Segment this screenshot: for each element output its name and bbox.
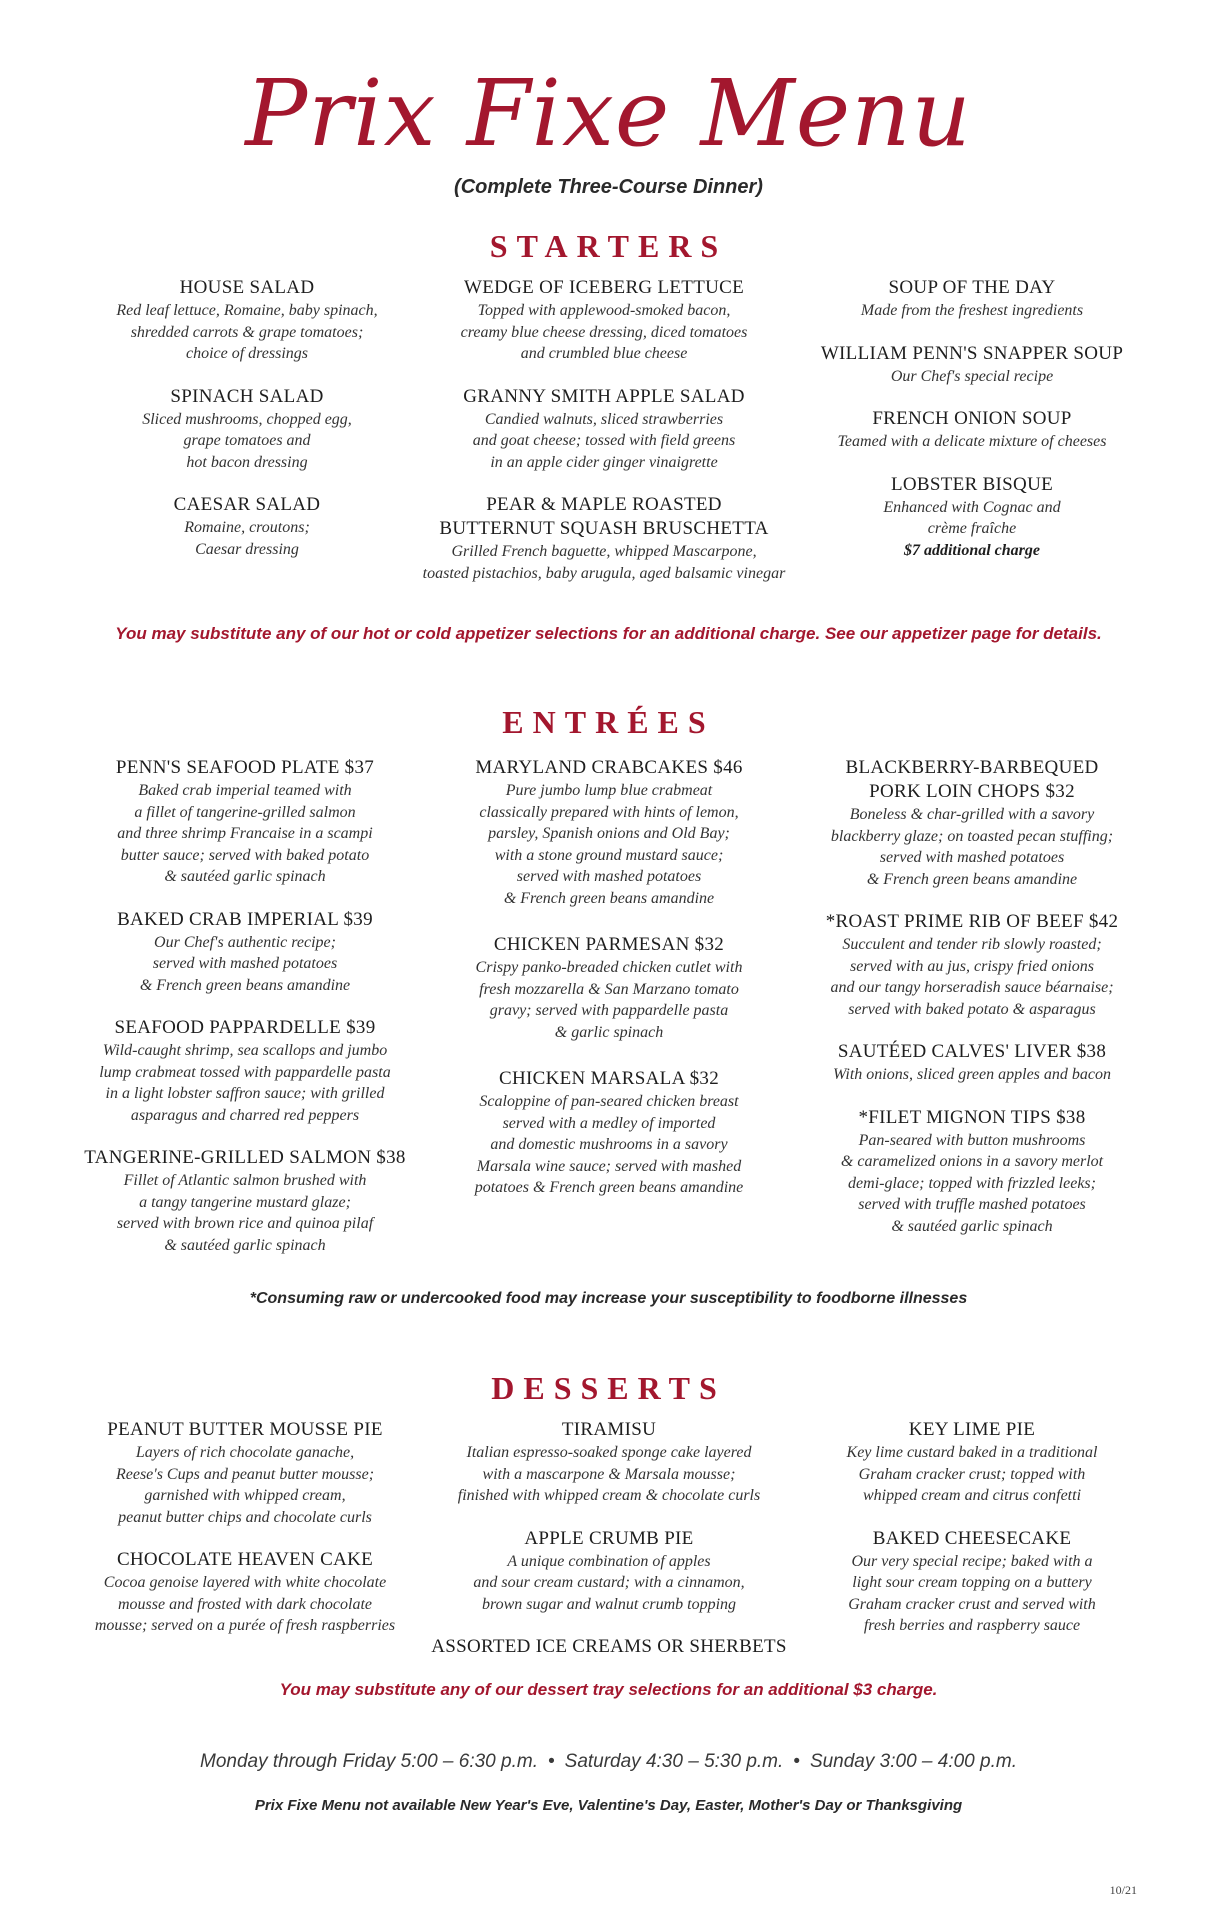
item-description: Fillet of Atlantic salmon brushed with a tangy tangerine mustard glaze; served with brown rice and quinoa pilaf & sautéed garlic spinach: [116, 1172, 374, 1254]
item-description: Cocoa genoise layered with white chocolate mousse and frosted with dark chocolate mousse; served on a purée of fresh raspberries: [94, 1574, 396, 1634]
menu-title: Prix Fixe Menu: [245, 60, 972, 167]
menu-item: [72, 276, 422, 365]
menu-item: [60, 908, 430, 997]
item-name: SOUP OF THE DAY: [888, 277, 1056, 298]
item-name: BLACKBERRY-BARBEQUED: [845, 757, 1099, 778]
item-name: WILLIAM PENN'S SNAPPER SOUP: [820, 342, 1124, 364]
item-name: CAESAR SALAD: [173, 494, 321, 515]
menu-item: [60, 1016, 430, 1126]
starters-heading: STARTERS: [489, 228, 728, 264]
desserts-heading: DESSERTS: [491, 1370, 726, 1406]
item-description: Romaine, croutons; Caesar dressing: [184, 519, 310, 558]
item-name: FRENCH ONION SOUP: [872, 408, 1072, 429]
item-name: PENN'S SEAFOOD PLATE $37: [115, 757, 375, 778]
sunday-hours: Sunday 3:00 – 4:00 p.m.: [809, 1751, 1017, 1772]
item-description: Candied walnuts, sliced strawberries and goat cheese; tossed with field greens in an apple cider ginger vinaigrette: [472, 410, 736, 471]
item-name: TANGERINE-GRILLED SALMON $38: [84, 1147, 406, 1168]
menu-item: [414, 1418, 804, 1507]
starters-column-3: [797, 276, 1147, 582]
dessert-substitution-note: You may substitute any of our dessert tray selections for an additional $3 charge.: [279, 1680, 938, 1699]
item-name: HOUSE SALAD: [179, 277, 315, 298]
item-name: CHOCOLATE HEAVEN CAKE: [116, 1549, 374, 1570]
menu-item: [72, 493, 422, 560]
item-description: Succulent and tender rib slowly roasted; served with au jus, crispy fried onions and our tangy horseradish sauce béarnaise; served with baked potato & asparagus: [830, 936, 1114, 1018]
menu-item: [797, 473, 1147, 562]
item-name-line-2: PORK LOIN CHOPS $32: [869, 781, 1075, 802]
saturday-hours: Saturday 4:30 – 5:30 p.m.: [564, 1751, 784, 1772]
item-description: Crispy panko-breaded chicken cutlet with fresh mozzarella & San Marzano tomato gravy; served with pappardelle pasta & garlic spinach: [475, 959, 743, 1041]
item-name: KEY LIME PIE: [908, 1419, 1036, 1440]
item-name: SAUTÉED CALVES' LIVER $38: [837, 1041, 1107, 1062]
desserts-column-2: [414, 1418, 804, 1679]
item-name: WEDGE OF ICEBERG LETTUCE: [463, 277, 745, 298]
item-name: CHICKEN MARSALA $32: [499, 1068, 719, 1089]
menu-item: [414, 1067, 804, 1199]
entrees-heading: ENTRÉES: [502, 704, 715, 740]
item-name: ASSORTED ICE CREAMS OR SHERBETS: [431, 1636, 787, 1657]
item-description: Red leaf lettuce, Romaine, baby spinach, shredded carrots & grape tomatoes; choice of dressings: [116, 302, 378, 362]
item-name: BAKED CRAB IMPERIAL $39: [117, 908, 373, 930]
item-name: PEANUT BUTTER MOUSSE PIE: [107, 1419, 383, 1440]
menu-item: [414, 756, 804, 909]
item-name: BAKED CHEESECAKE: [872, 1527, 1072, 1549]
additional-charge: $7 additional charge: [903, 541, 1040, 559]
menu-item: [414, 933, 804, 1043]
item-name: SEAFOOD PAPPARDELLE $39: [114, 1017, 376, 1038]
menu-item: [414, 1635, 804, 1659]
item-description: Topped with applewood-smoked bacon, creamy blue cheese dressing, diced tomatoes and crumbled blue cheese: [460, 302, 748, 362]
item-description: Pure jumbo lump blue crabmeat classically prepared with hints of lemon, parsley, Spanish onions and Old Bay; with a stone ground mustard sauce; served with mashed potatoes & French green beans amandine: [479, 782, 739, 907]
item-name-line-2: BUTTERNUT SQUASH BRUSCHETTA: [439, 518, 769, 539]
appetizer-substitution-note: You may substitute any of our hot or cold appetizer selections for an additional charge. See our appetizer page for details.: [115, 624, 1102, 643]
bullet-separator: •: [547, 1751, 555, 1772]
item-description: Key lime custard baked in a traditional Graham cracker crust; topped with whipped cream and citrus confetti: [846, 1444, 1098, 1504]
menu-subtitle: (Complete Three-Course Dinner): [454, 176, 763, 198]
item-description: Layers of rich chocolate ganache, Reese's Cups and peanut butter mousse; garnished with whipped cream, peanut butter chips and chocolate curls: [115, 1444, 375, 1526]
starters-column-1: [72, 276, 422, 580]
menu-item: [394, 493, 814, 584]
desserts-column-1: [60, 1418, 430, 1657]
entrees-column-3: [787, 756, 1157, 1257]
menu-item: [414, 1527, 804, 1616]
raw-food-warning: *Consuming raw or undercooked food may increase your susceptibility to foodborne illnesses: [249, 1290, 968, 1307]
item-description: Pan-seared with button mushrooms & caramelized onions in a savory merlot demi-glace; topped with frizzled leeks; served with truffle mashed potatoes & sautéed garlic spinach: [840, 1131, 1104, 1235]
item-description: Our Chef's authentic recipe; served with mashed potatoes & French green beans amandine: [139, 933, 351, 994]
menu-item: [60, 1548, 430, 1637]
item-description: Boneless & char-grilled with a savory blackberry glaze; on toasted pecan stuffing; served with mashed potatoes & French green beans amandine: [830, 806, 1114, 888]
desserts-column-3: [787, 1418, 1157, 1657]
menu-item: [787, 910, 1157, 1020]
menu-item: [787, 1527, 1157, 1637]
item-description: Our very special recipe; baked with a light sour cream topping on a buttery Graham cracker crust and served with fresh berries and raspberry sauce: [848, 1552, 1096, 1634]
item-name: LOBSTER BISQUE: [890, 473, 1054, 495]
menu-item: [60, 1146, 430, 1256]
menu-item: [60, 1418, 430, 1528]
entrees-column-2: [414, 756, 804, 1219]
item-description: Our Chef's special recipe: [890, 367, 1054, 385]
menu-item: [797, 342, 1147, 388]
item-description: Enhanced with Cognac and crème fraîche: [883, 498, 1061, 537]
item-description: Grilled French baguette, whipped Mascarpone, toasted pistachios, baby arugula, aged balsamic vinegar: [422, 543, 786, 582]
menu-item: [394, 385, 814, 474]
item-name: APPLE CRUMB PIE: [524, 1527, 694, 1549]
menu-version-code: 10/21: [1109, 1883, 1137, 1897]
availability-note: Prix Fixe Menu not available New Year's Eve, Valentine's Day, Easter, Mother's Day or Thanksgiving: [254, 1797, 963, 1814]
item-description: Made from the freshest ingredients: [860, 302, 1084, 319]
weekday-hours: Monday through Friday 5:00 – 6:30 p.m.: [200, 1751, 538, 1772]
menu-item: [797, 407, 1147, 453]
item-description: Teamed with a delicate mixture of cheeses: [837, 433, 1107, 450]
item-description: Scaloppine of pan-seared chicken breast served with a medley of imported and domestic mushrooms in a savory Marsala wine sauce; served with mashed potatoes & French green beans amandine: [474, 1093, 744, 1196]
item-name: PEAR & MAPLE ROASTED: [486, 494, 722, 515]
bullet-separator: •: [793, 1751, 800, 1772]
item-name: *ROAST PRIME RIB OF BEEF $42: [825, 911, 1119, 932]
item-description: A unique combination of apples and sour cream custard; with a cinnamon, brown sugar and walnut crumb topping: [473, 1552, 745, 1613]
item-description: Sliced mushrooms, chopped egg, grape tomatoes and hot bacon dressing: [142, 410, 352, 471]
item-name: TIRAMISU: [561, 1419, 657, 1440]
menu-item: [787, 1418, 1157, 1507]
item-name: SPINACH SALAD: [170, 385, 324, 407]
menu-item: [787, 756, 1157, 890]
menu-item: [72, 385, 422, 474]
menu-item: [60, 756, 430, 888]
item-name: GRANNY SMITH APPLE SALAD: [463, 385, 745, 407]
service-hours: [0, 1751, 1217, 1773]
menu-item: [787, 1106, 1157, 1238]
menu-item: [787, 1040, 1157, 1086]
entrees-column-1: [60, 756, 430, 1276]
item-name: *FILET MIGNON TIPS $38: [858, 1106, 1086, 1128]
item-description: Wild-caught shrimp, sea scallops and jumbo lump crabmeat tossed with pappardelle pasta in a light lobster saffron sauce; with grilled asparagus and charred red peppers: [99, 1042, 391, 1124]
item-description: Italian espresso-soaked sponge cake layered with a mascarpone & Marsala mousse; finished with whipped cream & chocolate curls: [457, 1444, 761, 1504]
item-description: With onions, sliced green apples and bacon: [832, 1066, 1112, 1083]
starters-column-2: [394, 276, 814, 604]
menu-item: [394, 276, 814, 365]
item-description: Baked crab imperial teamed with a fillet of tangerine-grilled salmon and three shrimp Francaise in a scampi butter sauce; served with baked potato & sautéed garlic spinach: [117, 782, 373, 885]
item-name: MARYLAND CRABCAKES $46: [475, 757, 743, 778]
menu-item: [797, 276, 1147, 322]
item-name: CHICKEN PARMESAN $32: [493, 934, 725, 955]
